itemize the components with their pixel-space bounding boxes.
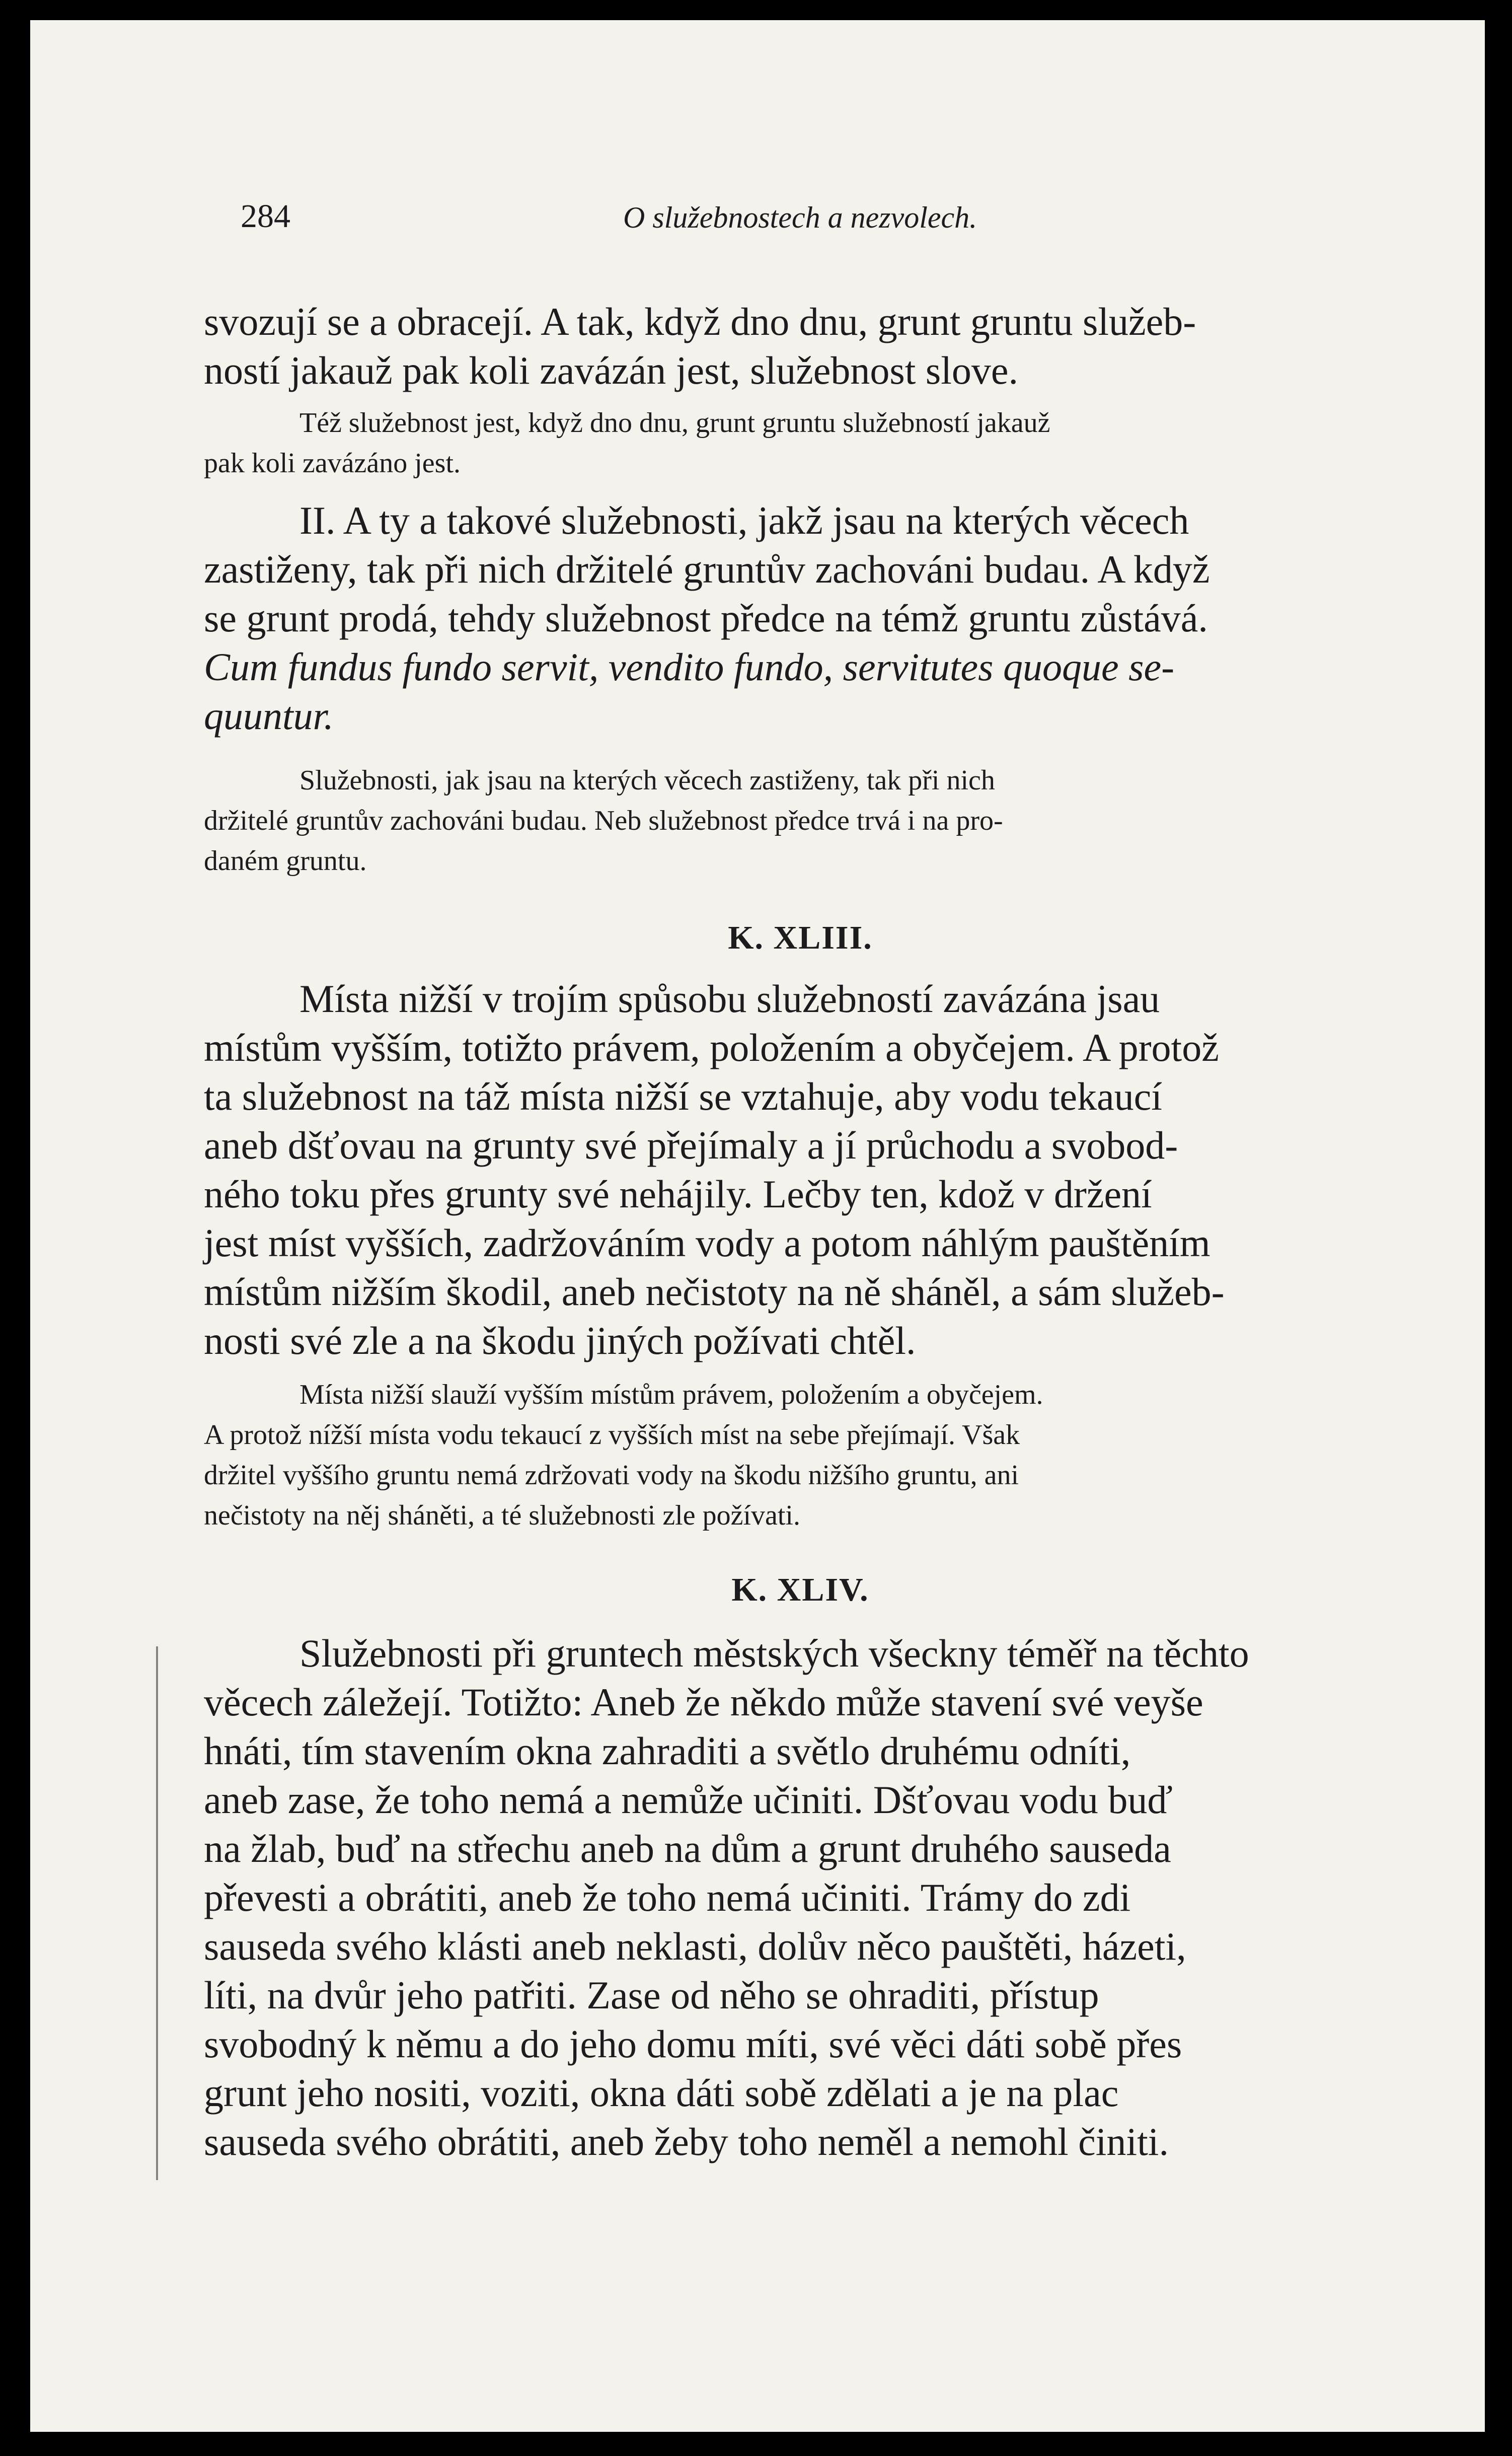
text-line: na žlab, buď na střechu aneb na dům a grunt druhého sauseda [204, 1827, 1171, 1870]
running-title: O služebnostech a nezvolech. [623, 201, 977, 234]
margin-mark [156, 1646, 158, 2180]
text-line: svobodný k němu a do jeho domu míti, své věci dáti sobě přes [204, 2022, 1182, 2066]
note-line: A protož nížší místa vodu tekaucí z vyšších míst na sebe přejímají. Však [204, 1419, 1020, 1451]
text-line: sauseda svého obrátiti, aneb žeby toho neměl a nemohl činiti. [204, 2120, 1169, 2163]
note-line: držitel vyššího gruntu nemá zdržovati vody na škodu nižšího gruntu, ani [204, 1460, 1019, 1491]
text-line: věcech záležejí. Totižto: Aneb že někdo může stavení své veyše [204, 1680, 1203, 1724]
page-number: 284 [241, 198, 290, 235]
text-line: místům vyšším, totižto právem, položením a obyčejem. A protož [204, 1026, 1219, 1069]
text-line: ností jakauž pak koli zavázán jest, služebnost slove. [204, 348, 1019, 392]
note-line: nečistoty na něj sháněti, a té služebnosti zle požívati. [204, 1500, 800, 1531]
section-heading-xliv: K. XLIV. [731, 1571, 869, 1608]
note-1 [204, 403, 1397, 483]
note-line: pak koli zavázáno jest. [204, 448, 461, 479]
note-3 [204, 1375, 1397, 1536]
paragraph-3 [204, 974, 1397, 1365]
text-line: místům nižším škodil, aneb nečistoty na ně sháněl, a sám služeb- [204, 1270, 1225, 1314]
text-line: aneb dšťovau na grunty své přejímaly a jí průchodu a svobod- [204, 1123, 1178, 1167]
text-line: svozují se a obracejí. A tak, když dno dnu, grunt gruntu služeb- [204, 300, 1196, 343]
text-line: ného toku přes grunty své nehájily. Lečby ten, kdož v držení [204, 1172, 1152, 1216]
text-line: líti, na dvůr jeho patřiti. Zase od něho se ohraditi, přístup [204, 1973, 1099, 2017]
paragraph-1 [204, 297, 1397, 395]
text-line: hnáti, tím stavením okna zahraditi a světlo druhému odníti, [204, 1729, 1131, 1773]
text-line: se grunt prodá, tehdy služebnost předce na témž gruntu zůstává. [204, 596, 1208, 640]
text-line: ta služebnost na táž místa nižší se vztahuje, aby vodu tekaucí [204, 1074, 1162, 1118]
text-line: aneb zase, že toho nemá a nemůže učiniti. Dšťovau vodu buď [204, 1778, 1173, 1822]
latin-line: Cum fundus fundo servit, vendito fundo, servitutes quoque se- [204, 645, 1175, 689]
text-line: Místa nižší v trojím spůsobu služebností zavázána jsau [299, 977, 1160, 1021]
note-2 [204, 760, 1397, 881]
note-line: Místa nižší slauží vyšším místům právem, položením a obyčejem. [299, 1379, 1043, 1410]
text-line: Služebnosti při gruntech městských všeckny téměř na těchto [299, 1631, 1249, 1675]
paragraph-4 [204, 1629, 1397, 2166]
page-header [241, 197, 1363, 243]
text-line: nosti své zle a na škodu jiných požívati chtěl. [204, 1319, 916, 1362]
text-line: sauseda svého klásti aneb neklasti, dolův něco pauštěti, házeti, [204, 1924, 1186, 1968]
latin-line: quuntur. [204, 694, 334, 738]
section-heading-xliii: K. XLIII. [728, 919, 873, 956]
text-line: zastiženy, tak při nich držitelé gruntův zachováni budau. A když [204, 547, 1210, 591]
text-line: II. A ty a takové služebnosti, jakž jsau na kterých věcech [299, 498, 1189, 542]
note-line: Též služebnost jest, když dno dnu, grunt gruntu služebností jakauž [299, 407, 1050, 439]
paragraph-2 [204, 496, 1397, 740]
text-line: grunt jeho nositi, voziti, okna dáti sobě zdělati a je na plac [204, 2071, 1119, 2115]
text-line: převesti a obrátiti, aneb že toho nemá učiniti. Trámy do zdi [204, 1875, 1131, 1919]
note-line: Služebnosti, jak jsau na kterých věcech zastiženy, tak při nich [299, 765, 995, 796]
text-line: jest míst vyšších, zadržováním vody a potom náhlým pauštěním [204, 1221, 1211, 1265]
note-line: daném gruntu. [204, 845, 367, 877]
note-line: držitelé gruntův zachováni budau. Neb služebnost předce trvá i na pro- [204, 805, 1003, 836]
